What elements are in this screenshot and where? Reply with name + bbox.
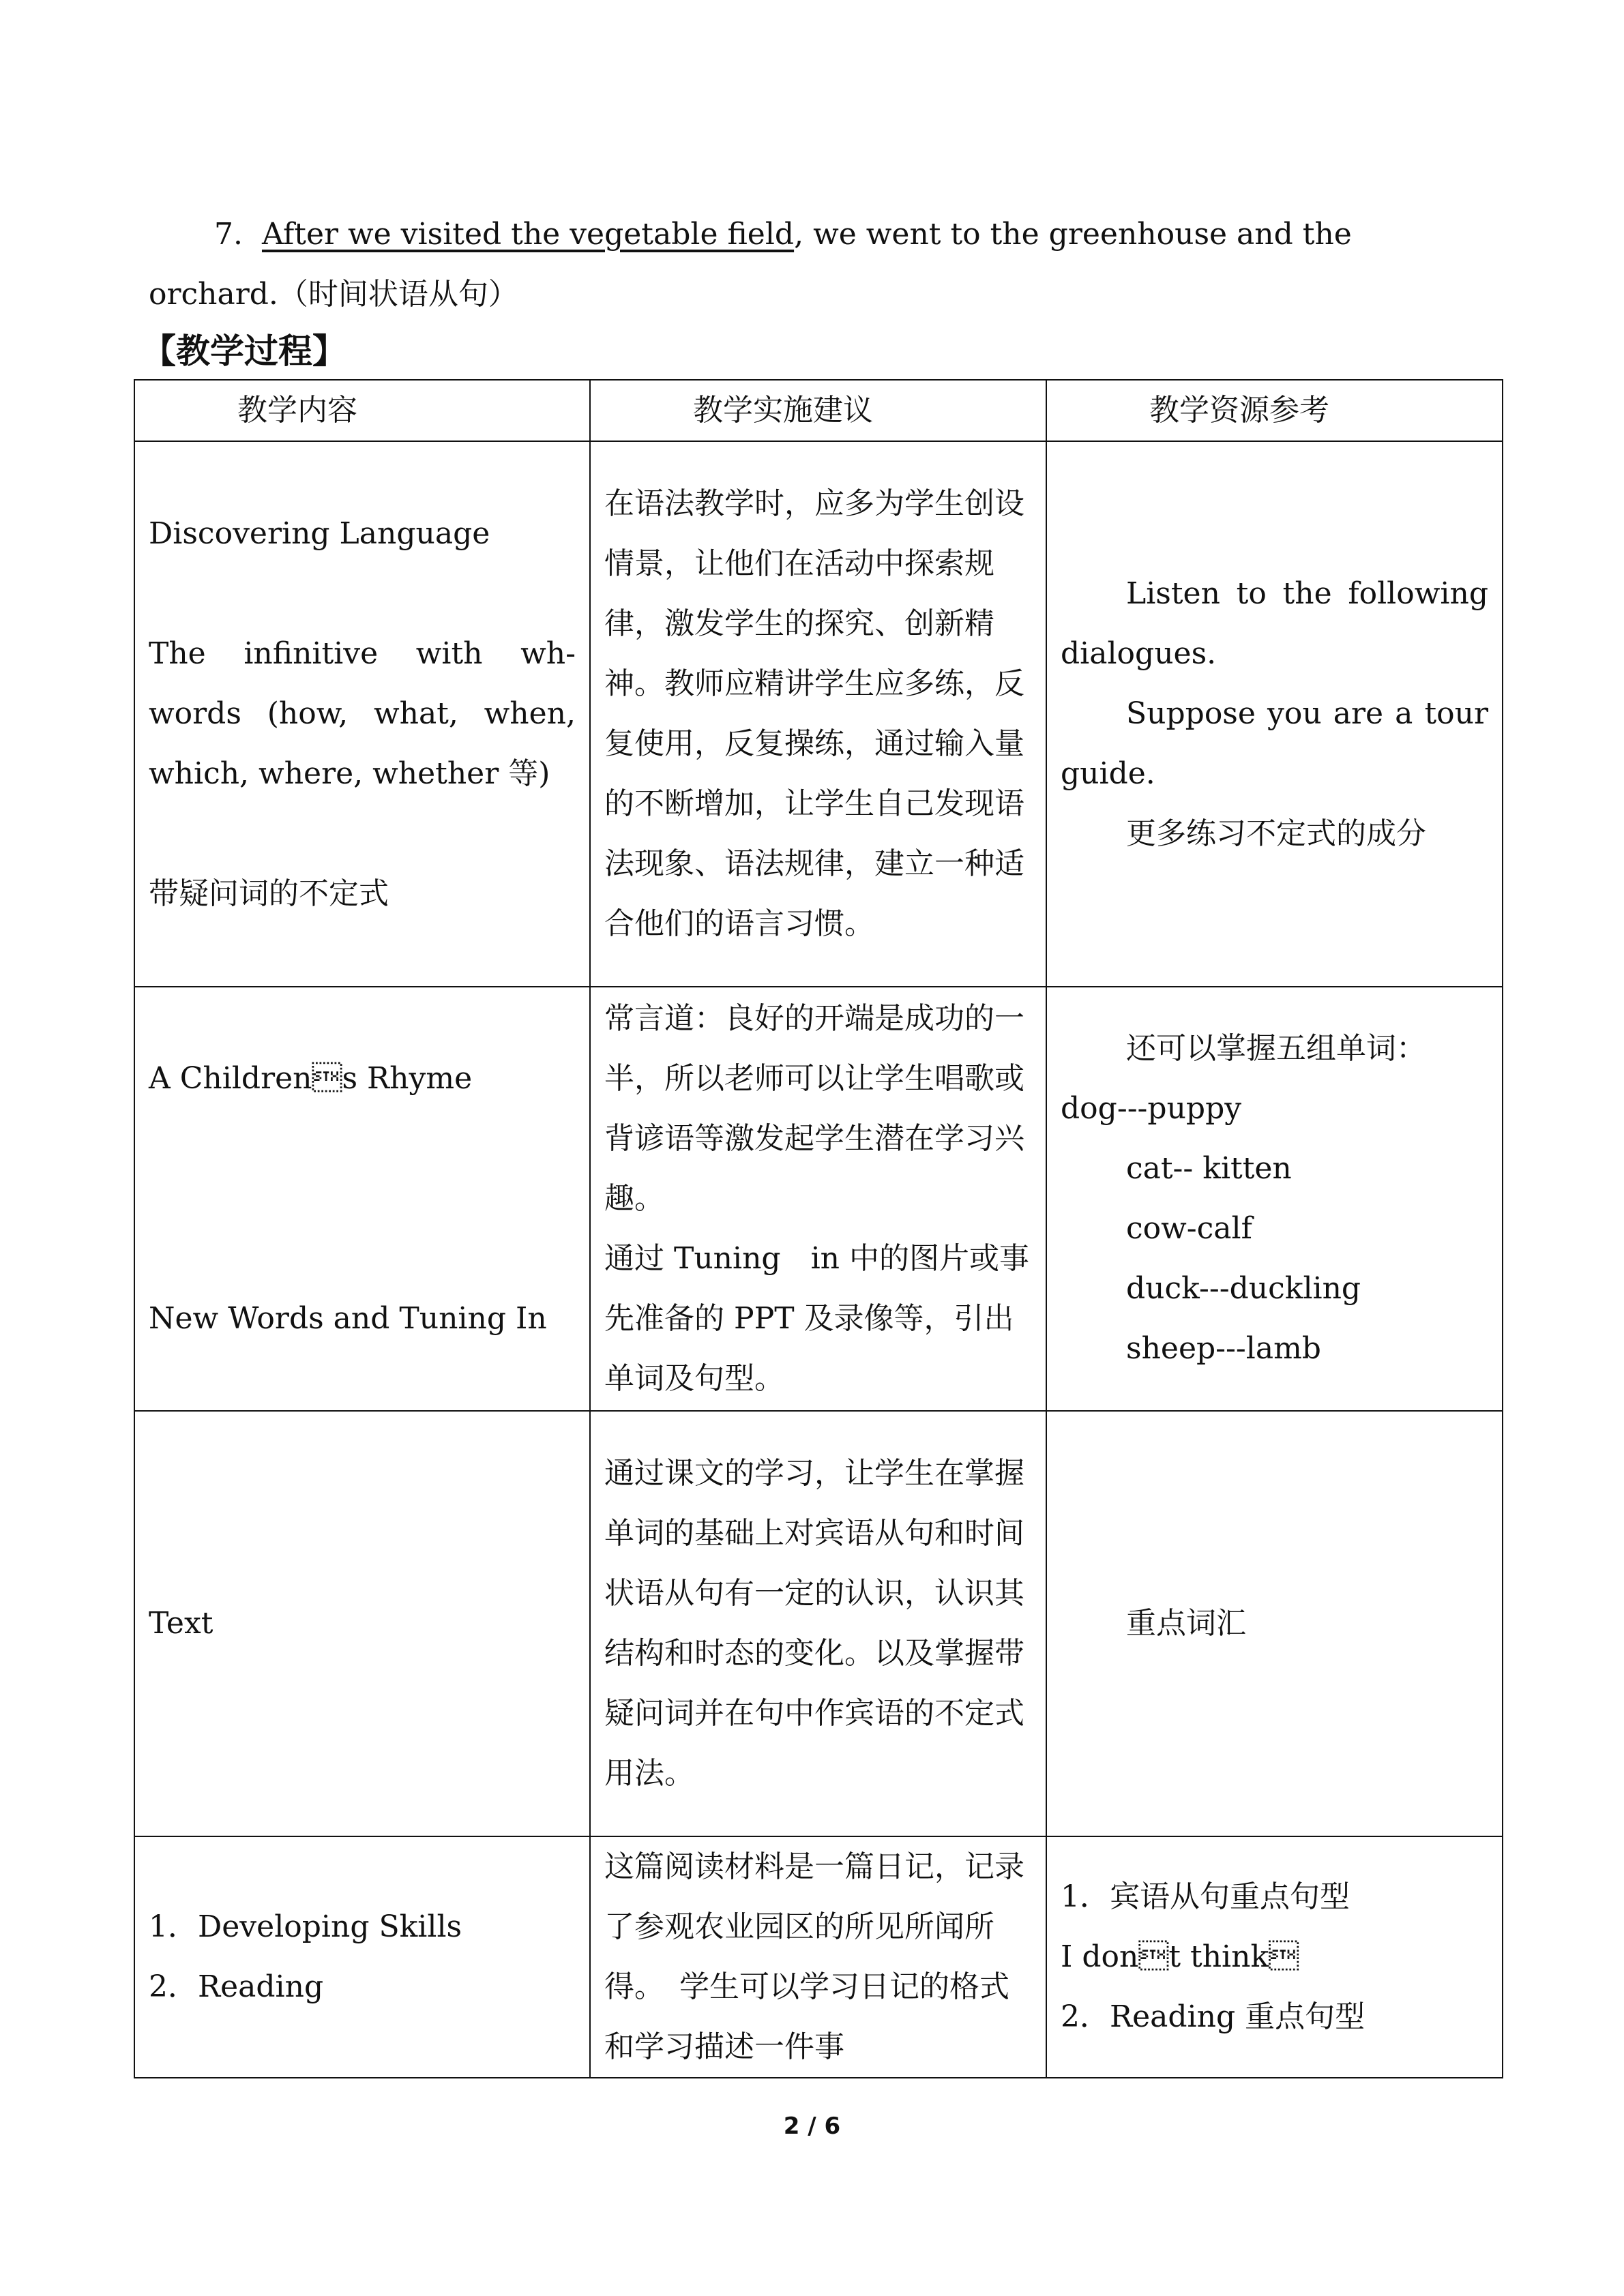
row4-suggestion-cell [590, 1836, 1046, 2078]
row2-resource-5: duck---duckling [1126, 1271, 1361, 1306]
row1-note: 带疑问词的不定式 [149, 876, 389, 911]
row3-resource-1: 重点词汇 [1126, 1606, 1246, 1641]
header-suggestions: 教学实施建议 [590, 380, 1046, 441]
teaching-process-table [134, 379, 1503, 2078]
row4-resource-1: 1．宾语从句重点句型 [1061, 1879, 1350, 1914]
row2-resource-cell [1046, 987, 1503, 1411]
row3-resource-cell [1046, 1411, 1503, 1836]
row4-item-1: 1．Developing Skills [149, 1909, 462, 1944]
row4-item-2: 2．Reading [149, 1969, 324, 2004]
row1-content-cell [134, 441, 590, 987]
row1-resource-cell [1046, 441, 1503, 987]
row3-title: Text [149, 1606, 213, 1641]
row2-resource-6: sheep---lamb [1126, 1331, 1321, 1366]
header-resources: 教学资源参考 [1046, 380, 1503, 441]
row2-content-cell [134, 987, 590, 1411]
table-row [134, 987, 1503, 1411]
row4-resource-2: I dont think [1061, 1939, 1299, 1974]
intro-paragraph [149, 205, 1486, 325]
row4-suggestion: 这篇阅读材料是一篇日记，记录了参观农业园区的所见所闻所得。 学生可以学习日记的格式和学习描述一件事 [604, 1849, 1024, 2064]
row1-suggestion: 在语法教学时，应多为学生创设情景，让他们在活动中探索规律，激发学生的探究、创新精神。教师应精讲学生应多练，反复使用，反复操练，通过输入量的不断增加，让学生自己发现语法现象、语法规律，建立一种适合他们的语言习惯。 [604, 486, 1024, 941]
table-row [134, 441, 1503, 987]
row2-title: A Childrens Rhyme [149, 1061, 473, 1096]
row3-content-cell [134, 1411, 590, 1836]
row2-resource-2: dog---puppy [1061, 1091, 1242, 1126]
intro-underlined-clause: After we visited the vegetable field [261, 217, 795, 252]
table-header-row [134, 380, 1503, 441]
row2-suggestion-2: 通过 Tuning in 中的图片或事先准备的 PPT 及录像等，引出单词及句型。 [604, 1241, 1029, 1396]
intro-rest: , we went to the greenhouse and the orchard.（时间状语从句） [149, 217, 1352, 312]
row1-resource-3: 更多练习不定式的成分 [1126, 816, 1426, 851]
header-content: 教学内容 [134, 380, 590, 441]
row1-body: The infinitive with wh- words (how, what, when, which, where, whether 等) [149, 636, 576, 791]
intro-number: 7. [214, 217, 243, 252]
row4-resource-cell [1046, 1836, 1503, 2078]
section-title: 【教学过程】 [142, 331, 346, 371]
table-row [134, 1411, 1503, 1836]
row2-resource-4: cow-calf [1126, 1211, 1252, 1246]
row2-note: New Words and Tuning In [149, 1301, 547, 1336]
row2-suggestion-1: 常言道：良好的开端是成功的一半，所以老师可以让学生唱歌或背谚语等激发起学生潜在学习兴趣。 [604, 1001, 1024, 1216]
page-number: 2 / 6 [783, 2113, 841, 2140]
row2-resource-3: cat-- kitten [1126, 1151, 1292, 1186]
row4-content-cell [134, 1836, 590, 2078]
row1-title: Discovering Language [149, 516, 490, 551]
table-row [134, 1836, 1503, 2078]
row3-suggestion-cell [590, 1411, 1046, 1836]
row1-resource-2: Suppose you are a tour guide. [1061, 696, 1488, 791]
row3-suggestion: 通过课文的学习，让学生在掌握单词的基础上对宾语从句和时间状语从句有一定的认识，认识其结构和时态的变化。以及掌握带疑问词并在句中作宾语的不定式用法。 [604, 1456, 1024, 1791]
row1-suggestion-cell [590, 441, 1046, 987]
row4-resource-3: 2．Reading 重点句型 [1061, 1999, 1365, 2034]
row2-resource-1: 还可以掌握五组单词： [1126, 1031, 1426, 1066]
row1-resource-1: Listen to the following dialogues. [1061, 576, 1488, 671]
row2-suggestion-cell [590, 987, 1046, 1411]
